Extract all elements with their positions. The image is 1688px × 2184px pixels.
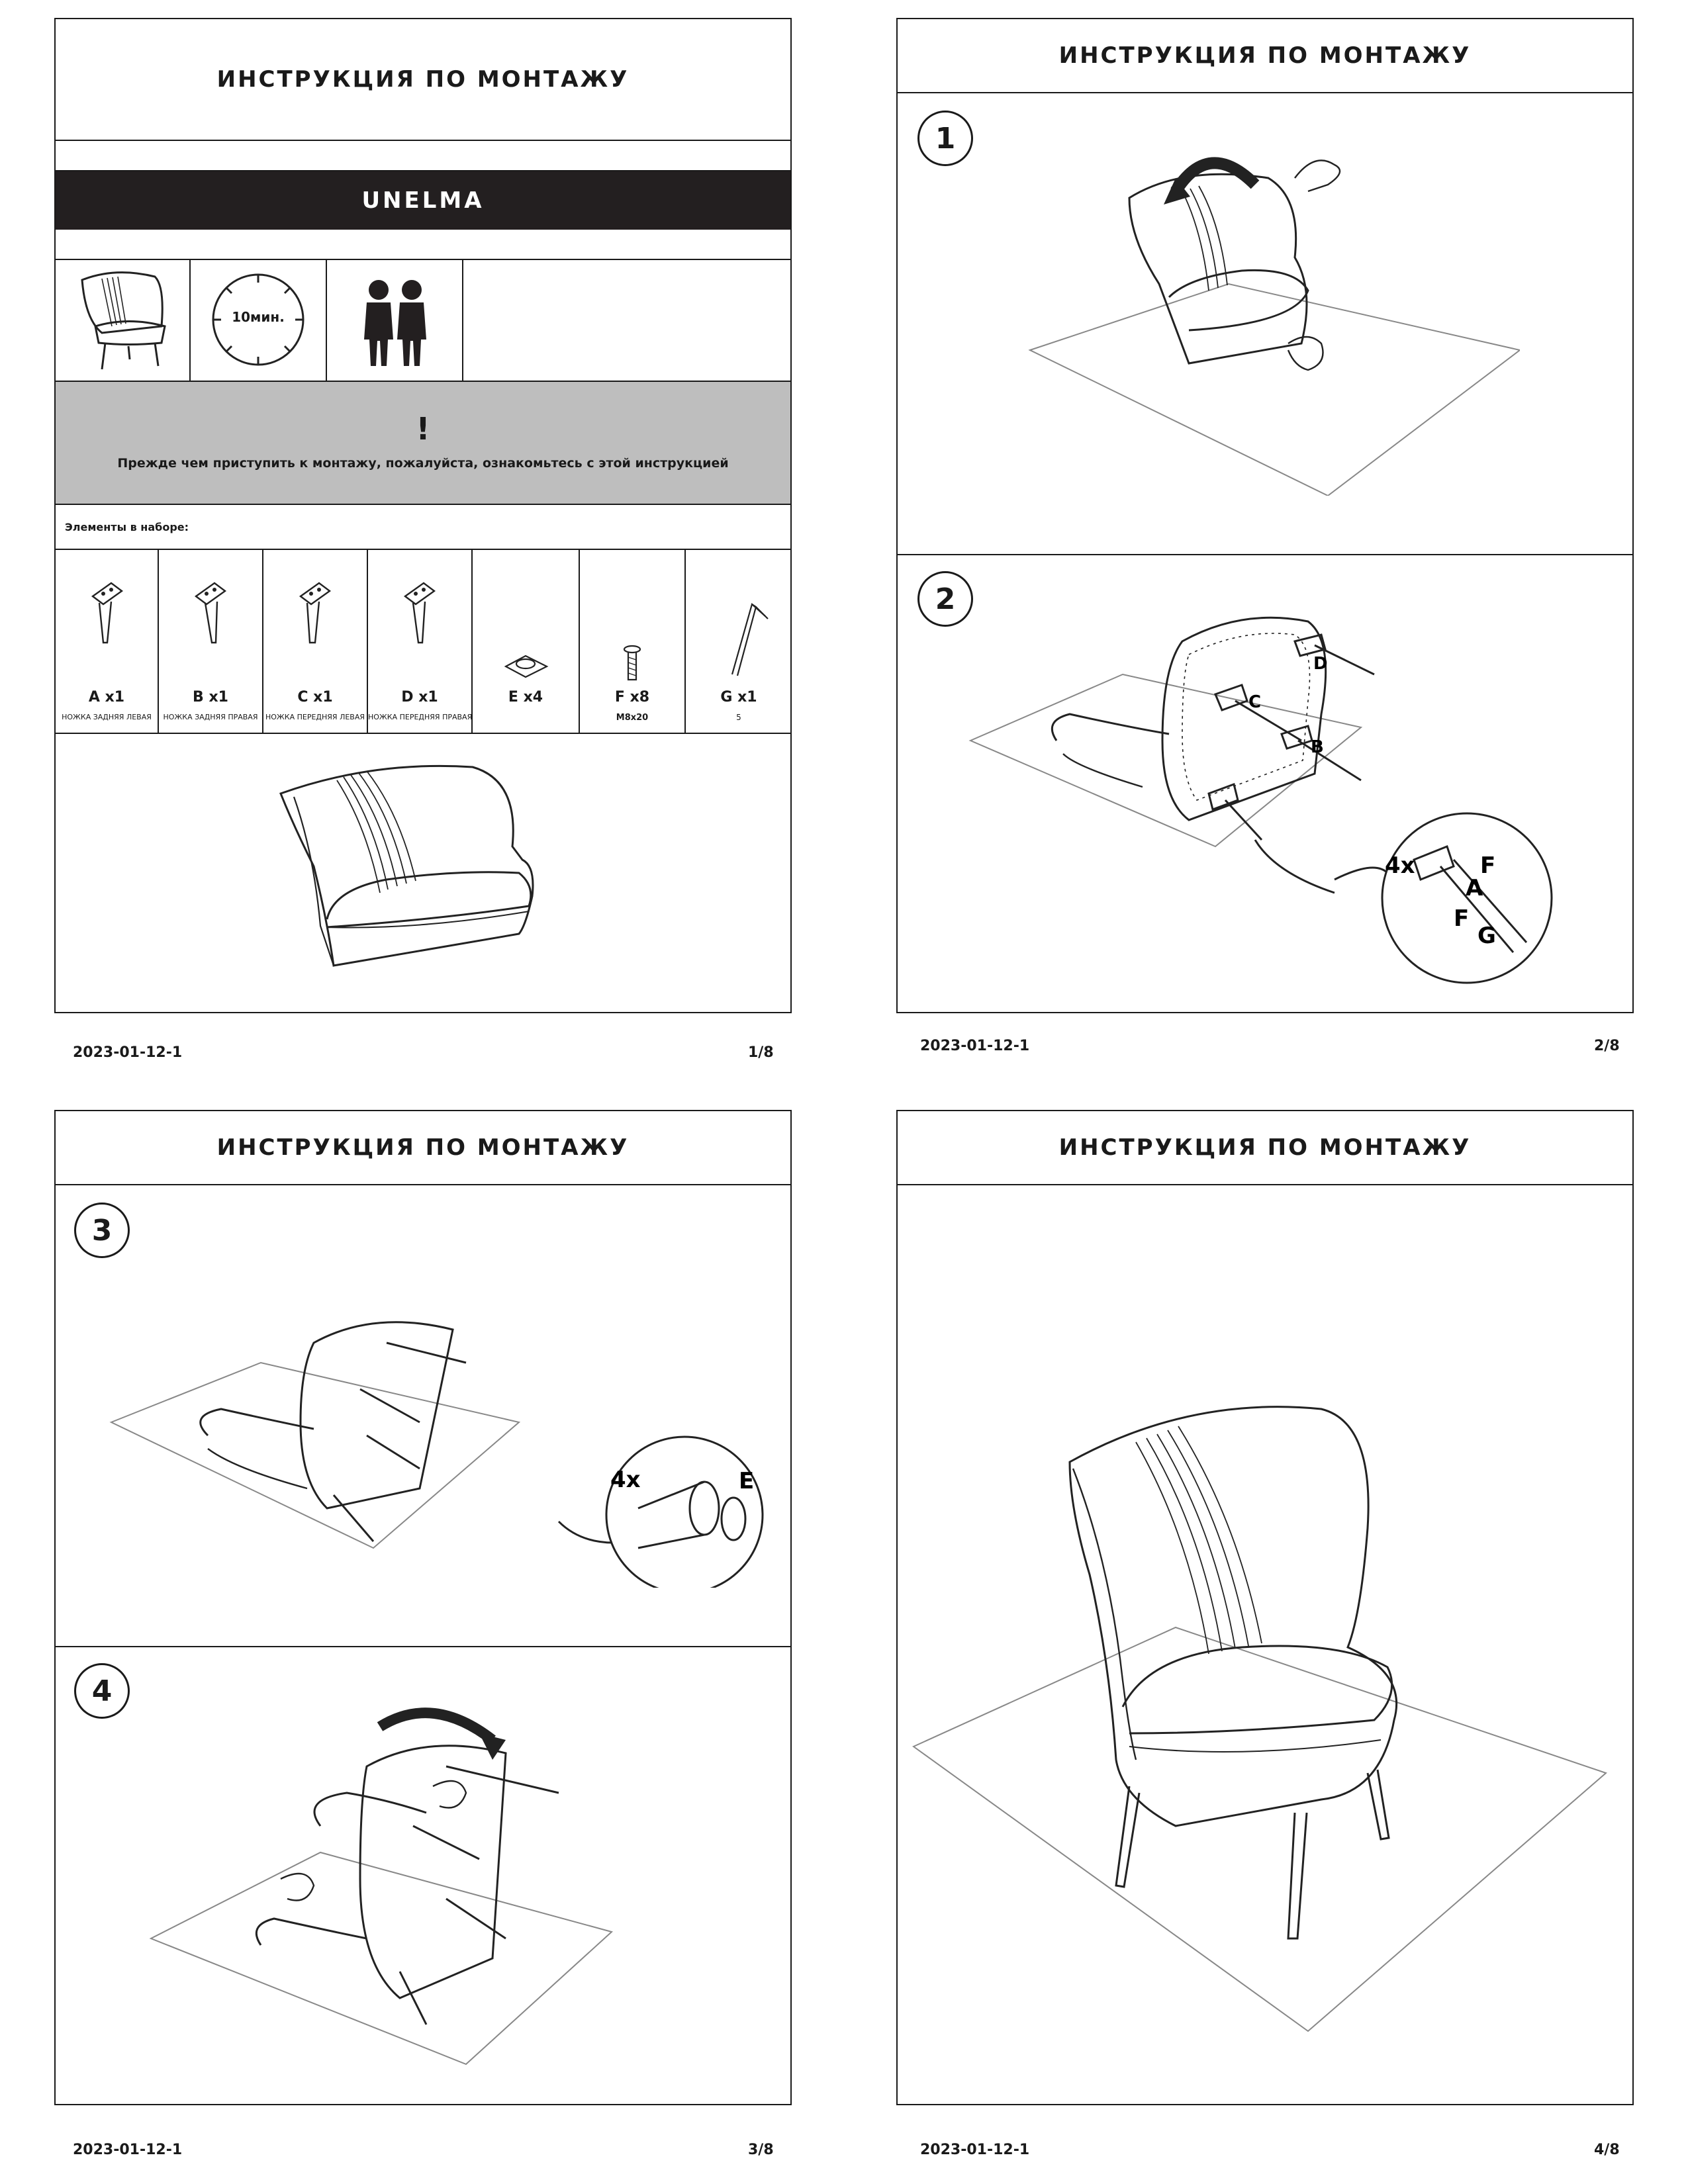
leg-a-icon	[56, 550, 158, 669]
footer-date-page-3: 2023-01-12-1	[73, 2142, 183, 2158]
part-c	[263, 550, 368, 733]
step2-count: 4x	[1385, 852, 1415, 879]
step-2-number: 2	[917, 571, 973, 627]
page-number-4: 4/8	[1594, 2142, 1620, 2158]
step-3-illustration	[109, 1270, 784, 1588]
step2-label-g: G	[1477, 923, 1496, 949]
part-f	[580, 550, 686, 733]
step2-label-d: D	[1313, 654, 1328, 674]
warning-text: Прежде чем приступить к монтажу, пожалуйста, ознакомьтесь с этой инструкцией	[117, 456, 729, 471]
part-b	[159, 550, 263, 733]
page-title: ИНСТРУКЦИЯ ПО МОНТАЖУ	[216, 66, 630, 93]
leg-b-icon	[159, 550, 262, 669]
page-4	[896, 1110, 1634, 2105]
footer-date-page-4: 2023-01-12-1	[920, 2142, 1030, 2158]
step-2-illustration	[964, 582, 1626, 999]
step3-label-e: E	[739, 1468, 755, 1494]
part-f-desc: M8x20	[616, 713, 649, 723]
part-f-label: F x8	[614, 689, 650, 705]
part-d	[368, 550, 473, 733]
part-a-desc: НОЖКА ЗАДНЯЯ ЛЕВАЯ	[62, 713, 152, 721]
glide-e-icon	[473, 550, 579, 682]
part-g	[686, 550, 792, 733]
leg-c-icon	[263, 550, 367, 669]
page-3-header	[56, 1111, 790, 1185]
page-1	[54, 18, 792, 1013]
step2-label-f2: F	[1454, 905, 1470, 932]
info-row	[56, 260, 790, 381]
part-e-label: E x4	[508, 689, 543, 705]
part-a-label: A x1	[88, 689, 125, 705]
page-1-header	[56, 19, 790, 141]
page-number-1: 1/8	[748, 1044, 774, 1061]
part-g-label: G x1	[720, 689, 757, 705]
page-number-2: 2/8	[1594, 1038, 1620, 1054]
people-cell	[327, 260, 463, 381]
warning-icon: !	[416, 411, 430, 447]
two-people-icon	[327, 260, 462, 379]
page-number-3: 3/8	[748, 2142, 774, 2158]
part-c-label: C x1	[297, 689, 333, 705]
step-1-number: 1	[917, 111, 973, 166]
part-b-label: B x1	[193, 689, 228, 705]
product-name-bar	[56, 171, 790, 230]
page-4-header	[898, 1111, 1632, 1185]
step-4-number: 4	[74, 1663, 130, 1719]
step2-label-a: A	[1466, 875, 1483, 901]
chair-overview-illustration	[274, 754, 618, 1005]
kit-label: Элементы в наборе:	[65, 521, 189, 533]
footer-date-page-1: 2023-01-12-1	[73, 1044, 183, 1061]
page-title: ИНСТРУКЦИЯ ПО МОНТАЖУ	[216, 1134, 630, 1161]
parts-row	[56, 550, 790, 733]
step-1-illustration	[1017, 125, 1520, 496]
assembled-chair-illustration	[911, 1363, 1622, 2038]
hex-key-g-icon	[686, 550, 790, 682]
part-d-desc: НОЖКА ПЕРЕДНЯЯ ПРАВАЯ	[368, 713, 473, 721]
page-title: ИНСТРУКЦИЯ ПО МОНТАЖУ	[1058, 42, 1472, 69]
warning-band	[56, 382, 790, 504]
step2-label-c: C	[1248, 692, 1262, 712]
page-title: ИНСТРУКЦИЯ ПО МОНТАЖУ	[1058, 1134, 1472, 1161]
step3-count: 4x	[610, 1467, 641, 1493]
chair-thumbnail-icon	[56, 260, 188, 379]
step-3-number: 3	[74, 1203, 130, 1258]
part-d-label: D x1	[401, 689, 438, 705]
page-3	[54, 1110, 792, 2105]
time-label: 10мин.	[232, 309, 285, 325]
part-a	[56, 550, 159, 733]
bolt-f-icon	[580, 550, 684, 682]
part-g-desc: 5	[736, 713, 741, 722]
footer-date-page-2: 2023-01-12-1	[920, 1038, 1030, 1054]
step2-label-f1: F	[1480, 852, 1496, 879]
step-4-illustration	[148, 1680, 744, 2077]
page-2-header	[898, 19, 1632, 93]
part-e	[473, 550, 580, 733]
part-b-desc: НОЖКА ЗАДНЯЯ ПРАВАЯ	[163, 713, 258, 721]
product-name: UNELMA	[361, 187, 485, 214]
time-cell	[191, 260, 327, 381]
chair-thumbnail	[56, 260, 191, 381]
page-2	[896, 18, 1634, 1013]
leg-d-icon	[368, 550, 471, 669]
part-c-desc: НОЖКА ПЕРЕДНЯЯ ЛЕВАЯ	[265, 713, 365, 721]
step2-label-b: B	[1311, 737, 1324, 757]
